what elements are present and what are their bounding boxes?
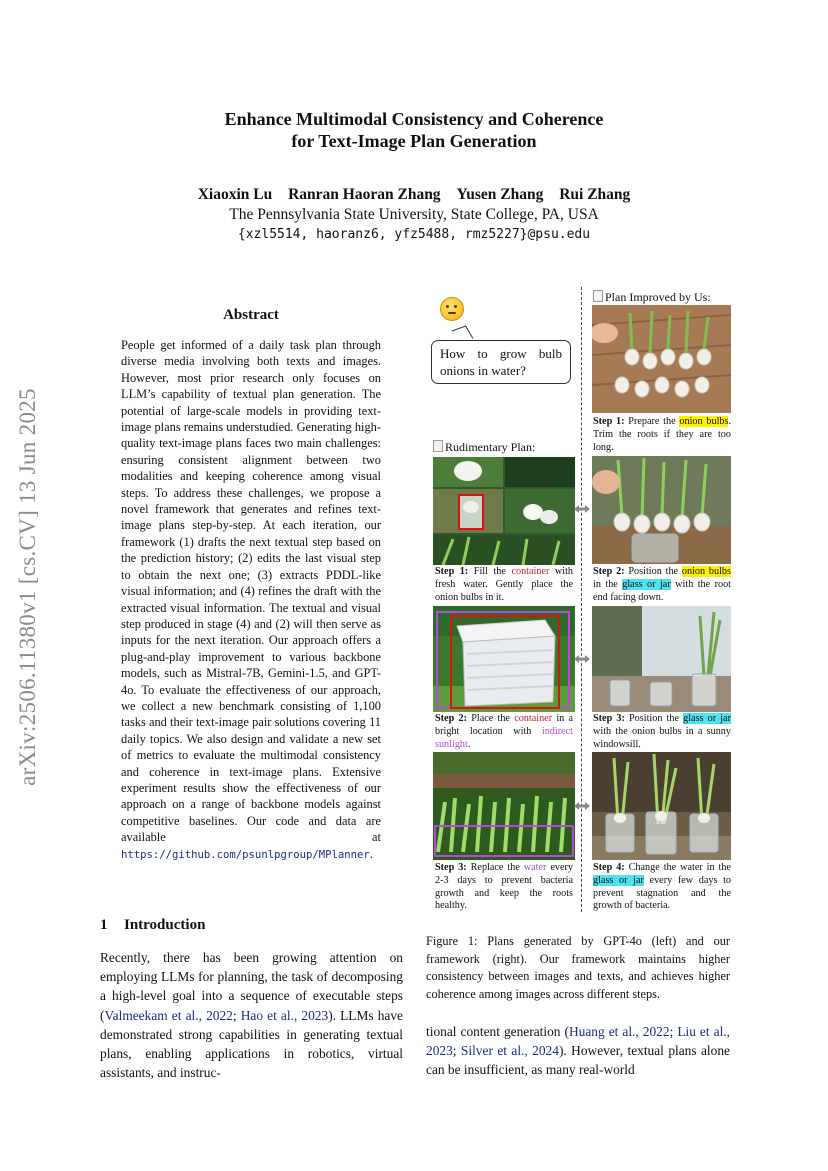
abstract-heading: Abstract <box>223 307 279 323</box>
figure-caption: Figure 1: Plans generated by GPT-4o (left) and our framework (right). Our framework maintains higher consistency between images and texts, and achieves higher coherence among images across different steps. <box>426 934 730 1001</box>
abstract-body: People get informed of a daily task plan through diverse media involving both texts and images. However, most prior research only focuses on LLM’s capability of textual plan generation. The potential of large-scale models in providing text-image plans remains understudied. Generating high-quality text-image plans faces two main challenges: ensuring consistent alignment between two modalities and keeping coherence among visual steps. To address these challenges, we propose a novel framework that generates and refines text-image plans step-by-step. At each iteration, our framework (1) drafts the next textual step based on the prediction history; (2) edits the last visual step to obtain the next one; (3) extracts PDDL-like visual information; and (4) refines the draft with the extracted visual information. The textual and visual step produced in stage (4) and (2) will then serve as inputs for the next iteration. Our approach offers a plug-and-play improvement to various backbone models, such as Mistral-7B, Gemini-1.5, and GPT-4o. To evaluate the effectiveness of our approach, we collect a new benchmark consisting of 1,100 tasks and their text-image pair solutions covering 11 daily topics. We also design and validate a new set of metrics to evaluate the multimodal consistency and coherence in text-image plans. Extensive experiment results show the effectiveness of our approach on a range of backbone models against competitive baselines. Our code and data are available at https://github.com/psunlpgroup/MPlanner. <box>121 338 381 861</box>
author: Xiaoxin Lu <box>197 186 273 203</box>
improved-plan-label: Plan Improved by Us: <box>593 290 711 305</box>
left-step1-image <box>433 457 575 565</box>
image-icon <box>433 440 443 452</box>
question-bubble: How to grow bulb onions in water? <box>431 340 571 384</box>
citation-link[interactable]: Valmeekam et al., 2022 <box>104 1007 233 1023</box>
rudimentary-plan-label: Rudimentary Plan: <box>433 440 535 455</box>
citation-link[interactable]: Huang et al., 2022 <box>568 1024 670 1039</box>
author: Rui Zhang <box>559 186 631 203</box>
comparison-arrow-icon <box>574 655 590 663</box>
comparison-arrow-icon <box>574 802 590 810</box>
author-list <box>150 186 678 204</box>
code-link[interactable]: https://github.com/psunlpgroup/MPlanner <box>121 848 370 861</box>
citation-link[interactable]: Silver et al., 2024 <box>460 1043 559 1059</box>
right-step2-text: Step 2: Position the onion bulbs in the glass or jar with the root end facing down. <box>593 566 732 603</box>
author: Yusen Zhang <box>456 186 544 203</box>
right-step2-image <box>592 456 731 564</box>
left-step1-text: Step 1: Fill the container with fresh water. Gently place the onion bulbs in it. <box>435 566 573 603</box>
right-step4-image <box>592 752 731 860</box>
paper-title: Enhance Multimodal Consistency and Coherence for Text-Image Plan Generation <box>224 109 604 151</box>
left-step2-image <box>433 606 575 712</box>
comparison-arrow-icon <box>574 505 590 513</box>
intro-paragraph: Recently, there has been growing attention on employing LLMs for planning, the task of decomposing a high-level goal into a sequence of executable steps (Valmeekam et al., 2022; Hao et al., 2023). LLMs have demonstrated strong capabilities in generating textual plans, enabling applications in robotics, virtual assistants, and instruc- <box>100 950 403 1081</box>
author-emails: {xzl5514, haoranz6, yfz5488, rmz5227}@psu.edu <box>237 227 591 242</box>
right-step3-text: Step 3: Position the glass or jar with the onion bulbs in a sunny windowsill. <box>593 713 732 750</box>
citation-link[interactable]: Liu et al., 2023 <box>426 1024 730 1059</box>
left-step2-text: Step 2: Place the container in a bright location with indirect sunlight. <box>435 713 574 750</box>
section-heading: 1 Introduction <box>100 917 206 933</box>
citation-link[interactable]: Hao et al., 2023 <box>240 1007 329 1023</box>
right-step1-text: Step 1: Prepare the onion bulbs. Trim the roots if they are too long. <box>593 416 732 453</box>
author: Ranran Haoran Zhang <box>288 186 441 203</box>
right-step4-text: Step 4: Change the water in the glass or jar every few days to prevent stagnation and the growth of bacteria. <box>593 862 732 912</box>
image-icon <box>593 290 603 302</box>
right-column-paragraph: tional content generation (Huang et al., 2022; Liu et al., 2023; Silver et al., 2024). However, textual plans alone can be insufficient, as many real-world <box>426 1024 730 1078</box>
right-step1-image <box>592 305 731 413</box>
arxiv-identifier: arXiv:2506.11380v1 [cs.CV] 13 Jun 2025 <box>15 388 40 786</box>
affiliation: The Pennsylvania State University, State College, PA, USA <box>229 206 599 223</box>
left-step3-image <box>433 752 575 860</box>
thinking-face-icon <box>440 297 464 321</box>
right-step3-image <box>592 606 731 712</box>
left-step3-text: Step 3: Replace the water every 2-3 days to prevent bacteria growth and keep the roots healthy. <box>435 862 573 912</box>
plan-divider <box>581 287 582 912</box>
